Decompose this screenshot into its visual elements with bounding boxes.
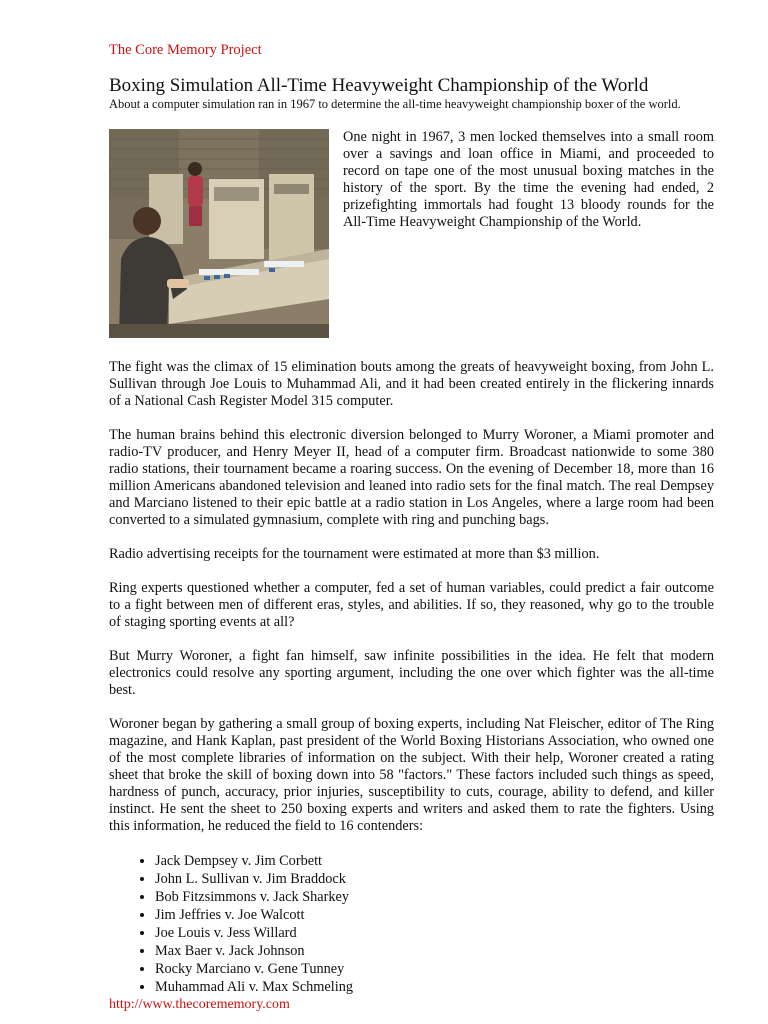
list-item: • Max Baer v. Jack Johnson (155, 942, 714, 960)
list-item: • Bob Fitzsimmons v. Jack Sharkey (155, 888, 714, 906)
list-item: • Muhammad Ali v. Max Schmeling (155, 978, 714, 996)
paragraph-2: The fight was the climax of 15 elimination bouts among the greats of heavyweight boxing, from John L. Sullivan through Joe Louis to Muhammad Ali, and it had been created entirely in the flickering innards of a National Cash Register Model 315 computer. (109, 359, 714, 409)
project-header: The Core Memory Project (109, 42, 262, 58)
paragraph-6: But Murry Woroner, a fight fan himself, saw infinite possibilities in the idea. He felt that modern electronics could resolve any sporting argument, including the one over which fighter was the all-time best. (109, 648, 714, 698)
paragraph-3: The human brains behind this electronic diversion belonged to Murry Woroner, a Miami promoter and radio-TV producer, and Henry Meyer II, head of a computer firm. Broadcast nationwide to some 380 radio stations, their tournament became a roaring success. On the evening of December 18, more than 16 million Americans abandoned television and leaned into radio sets for the final match. The real Dempsey and Marciano listened to their epic battle at a radio station in Los Angeles, where a large room had been converted to a simulated gymnasium, complete with ring and punching bags. (109, 427, 714, 528)
bout-list (109, 852, 714, 996)
page-subtitle: About a computer simulation ran in 1967 to determine the all-time heavyweight championship boxer of the world. (109, 97, 681, 111)
page-title: Boxing Simulation All-Time Heavyweight Championship of the World (109, 75, 649, 96)
paragraph-5: Ring experts questioned whether a computer, fed a set of human variables, could predict a fair outcome to a fight between men of different eras, styles, and abilities. If so, they reasoned, why go to the trouble of staging sporting events at all? (109, 580, 714, 630)
list-item: • Rocky Marciano v. Gene Tunney (155, 960, 714, 978)
list-item: • Jack Dempsey v. Jim Corbett (155, 852, 714, 870)
computer-room-photo (109, 129, 329, 338)
intro-section (109, 129, 714, 342)
paragraph-1: One night in 1967, 3 men locked themselves into a small room over a savings and loan office in Miami, and proceeded to record on tape one of the most unusual boxing matches in the history of the sport. By the time the evening had ended, 2 prizefighting immortals had fought 13 bloody rounds for the All-Time Heavyweight Championship of the World. (343, 129, 714, 230)
footer-link[interactable]: http://www.thecorememory.com (109, 997, 290, 1012)
paragraph-7: Woroner began by gathering a small group of boxing experts, including Nat Fleischer, editor of The Ring magazine, and Hank Kaplan, past president of the World Boxing Historians Association, who owned one of the most complete libraries of information on the subject. With their help, Woroner created a rating sheet that broke the skill of boxing down into 58 "factors." These factors included such things as speed, hardness of punch, accuracy, prior injuries, susceptibility to cuts, courage, ability to defend, and killer instinct. He sent the sheet to 250 boxing experts and writers and asked them to rate the fighters. Using this information, he reduced the field to 16 contenders: (109, 716, 714, 834)
list-item: • Jim Jeffries v. Joe Walcott (155, 906, 714, 924)
list-item: • John L. Sullivan v. Jim Braddock (155, 870, 714, 888)
list-item: • Joe Louis v. Jess Willard (155, 924, 714, 942)
paragraph-4: Radio advertising receipts for the tournament were estimated at more than $3 million. (109, 546, 600, 562)
article-body (109, 129, 714, 835)
